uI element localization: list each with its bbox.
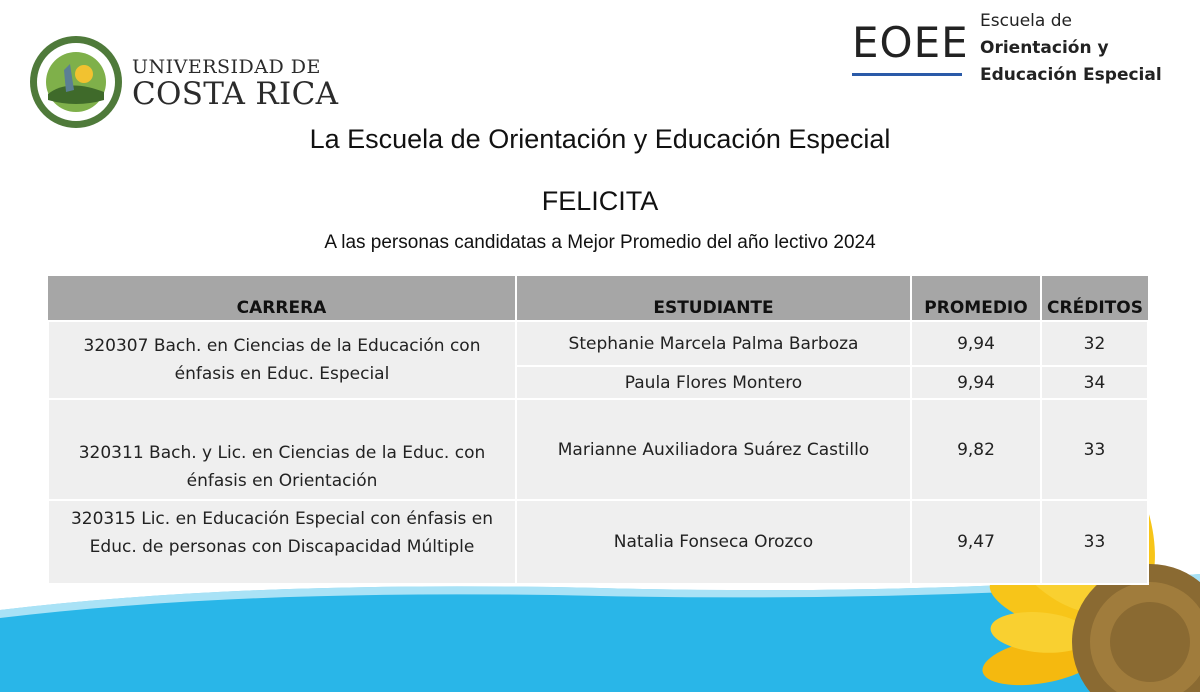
congrats-heading: FELICITA — [541, 186, 659, 216]
school-name-line1: Escuela de — [980, 11, 1072, 31]
cell-creditos: 33 — [1041, 500, 1148, 584]
cell-estudiante: Marianne Auxiliadora Suárez Castillo — [516, 399, 911, 500]
school-logo-underline — [852, 73, 962, 76]
cell-carrera: 320307 Bach. en Ciencias de la Educación con énfasis en Educ. Especial — [48, 321, 516, 399]
school-name-line2: Orientación y — [980, 38, 1109, 58]
table-header-row — [48, 276, 1148, 321]
cell-carrera: 320311 Bach. y Lic. en Ciencias de la Educ. con énfasis en Orientación — [48, 399, 516, 500]
page-title: La Escuela de Orientación y Educación Especial — [309, 124, 891, 154]
school-name-line3: Educación Especial — [980, 65, 1162, 85]
header-creditos: CRÉDITOS — [1041, 276, 1148, 321]
cell-creditos: 33 — [1041, 399, 1148, 500]
school-abbrev: EOEE — [852, 18, 969, 67]
header-promedio: PROMEDIO — [911, 276, 1041, 321]
header-estudiante: ESTUDIANTE — [516, 276, 911, 321]
cell-estudiante: Natalia Fonseca Orozco — [516, 500, 911, 584]
cell-promedio: 9,47 — [911, 500, 1041, 584]
cell-carrera: 320315 Lic. en Educación Especial con énfasis en Educ. de personas con Discapacidad Múltiple — [48, 500, 516, 584]
cell-estudiante: Stephanie Marcela Palma Barboza — [516, 321, 911, 366]
header-carrera: CARRERA — [48, 276, 516, 321]
table-row — [48, 500, 1148, 584]
cell-promedio: 9,94 — [911, 366, 1041, 399]
cell-promedio: 9,94 — [911, 321, 1041, 366]
cell-promedio: 9,82 — [911, 399, 1041, 500]
cell-creditos: 32 — [1041, 321, 1148, 366]
subtitle: A las personas candidatas a Mejor Promedio del año lectivo 2024 — [324, 232, 876, 253]
ucr-seal-icon — [28, 34, 124, 130]
cell-estudiante: Paula Flores Montero — [516, 366, 911, 399]
candidates-table — [47, 276, 1149, 585]
university-name — [132, 58, 338, 110]
table-row — [48, 399, 1148, 500]
cell-creditos: 34 — [1041, 366, 1148, 399]
university-name-line1: UNIVERSIDAD DE — [132, 56, 321, 78]
school-name — [980, 8, 1162, 89]
university-name-line2: COSTA RICA — [132, 76, 339, 112]
table-row — [48, 321, 1148, 366]
